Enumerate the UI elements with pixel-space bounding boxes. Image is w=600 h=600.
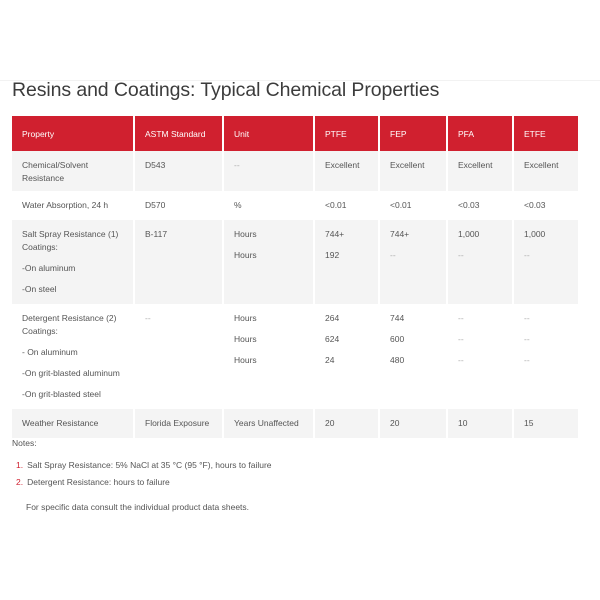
table-header-row bbox=[12, 116, 578, 151]
cell-property: Weather Resistance bbox=[12, 409, 133, 438]
property-line: Resistance bbox=[22, 173, 65, 183]
cell-property bbox=[12, 304, 133, 409]
cell-etfe: <0.03 bbox=[514, 191, 578, 220]
property-line: Detergent Resistance (2) bbox=[22, 313, 117, 323]
note-number: 1. bbox=[16, 460, 24, 470]
note-item bbox=[16, 476, 272, 493]
cell-unit: % bbox=[224, 191, 313, 220]
cell-ptfe: 264 624 24 bbox=[315, 304, 378, 409]
property-line: Salt Spray Resistance (1) bbox=[22, 229, 119, 239]
notes-list bbox=[16, 459, 272, 493]
note-number: 2. bbox=[16, 477, 24, 487]
cell-astm: -- bbox=[135, 304, 222, 409]
header-pfa: PFA bbox=[448, 116, 512, 151]
table-row bbox=[12, 304, 578, 409]
cell-property: Water Absorption, 24 h bbox=[12, 191, 133, 220]
cell-pfa: <0.03 bbox=[448, 191, 512, 220]
property-line: Coatings: bbox=[22, 326, 58, 336]
property-line: -On grit-blasted aluminum bbox=[22, 368, 120, 378]
note-item bbox=[16, 459, 272, 476]
cell-astm: Florida Exposure bbox=[135, 409, 222, 438]
cell-fep: <0.01 bbox=[380, 191, 446, 220]
cell-astm: B-117 bbox=[135, 220, 222, 304]
cell-unit: Hours Hours Hours bbox=[224, 304, 313, 409]
property-line: -On aluminum bbox=[22, 263, 76, 273]
cell-ptfe: 20 bbox=[315, 409, 378, 438]
header-etfe: ETFE bbox=[514, 116, 578, 151]
cell-pfa: -- -- -- bbox=[448, 304, 512, 409]
table-row bbox=[12, 151, 578, 191]
cell-ptfe: Excellent bbox=[315, 151, 378, 191]
table-row bbox=[12, 409, 578, 438]
cell-etfe: Excellent bbox=[514, 151, 578, 191]
note-text: Detergent Resistance: hours to failure bbox=[27, 477, 170, 487]
table-row bbox=[12, 220, 578, 304]
cell-etfe: -- -- -- bbox=[514, 304, 578, 409]
cell-fep: Excellent bbox=[380, 151, 446, 191]
cell-pfa: 1,000 -- bbox=[448, 220, 512, 304]
cell-astm: D543 bbox=[135, 151, 222, 191]
cell-unit: Years Unaffected bbox=[224, 409, 313, 438]
cell-fep: 20 bbox=[380, 409, 446, 438]
cell-unit: Hours Hours bbox=[224, 220, 313, 304]
property-line: Chemical/Solvent bbox=[22, 160, 89, 170]
cell-ptfe: 744+ 192 bbox=[315, 220, 378, 304]
table-row bbox=[12, 191, 578, 220]
cell-fep: 744 600 480 bbox=[380, 304, 446, 409]
note-text: Salt Spray Resistance: 5% NaCl at 35 °C (95 °F), hours to failure bbox=[27, 460, 272, 470]
cell-unit: -- bbox=[224, 151, 313, 191]
property-line: -On steel bbox=[22, 284, 57, 294]
notes-label: Notes: bbox=[12, 438, 37, 448]
property-line: Coatings: bbox=[22, 242, 58, 252]
cell-ptfe: <0.01 bbox=[315, 191, 378, 220]
header-ptfe: PTFE bbox=[315, 116, 378, 151]
header-astm-standard: ASTM Standard bbox=[135, 116, 222, 151]
cell-fep: 744+ -- bbox=[380, 220, 446, 304]
header-unit: Unit bbox=[224, 116, 313, 151]
cell-property bbox=[12, 151, 133, 191]
page-title: Resins and Coatings: Typical Chemical Properties bbox=[12, 79, 440, 101]
cell-pfa: Excellent bbox=[448, 151, 512, 191]
cell-etfe: 1,000 -- bbox=[514, 220, 578, 304]
footer-note: For specific data consult the individual product data sheets. bbox=[26, 502, 250, 512]
cell-astm: D570 bbox=[135, 191, 222, 220]
property-line: -On grit-blasted steel bbox=[22, 389, 101, 399]
cell-property bbox=[12, 220, 133, 304]
cell-etfe: 15 bbox=[514, 409, 578, 438]
property-line: - On aluminum bbox=[22, 347, 78, 357]
chemical-properties-table bbox=[10, 116, 580, 438]
header-property: Property bbox=[12, 116, 133, 151]
header-fep: FEP bbox=[380, 116, 446, 151]
cell-pfa: 10 bbox=[448, 409, 512, 438]
